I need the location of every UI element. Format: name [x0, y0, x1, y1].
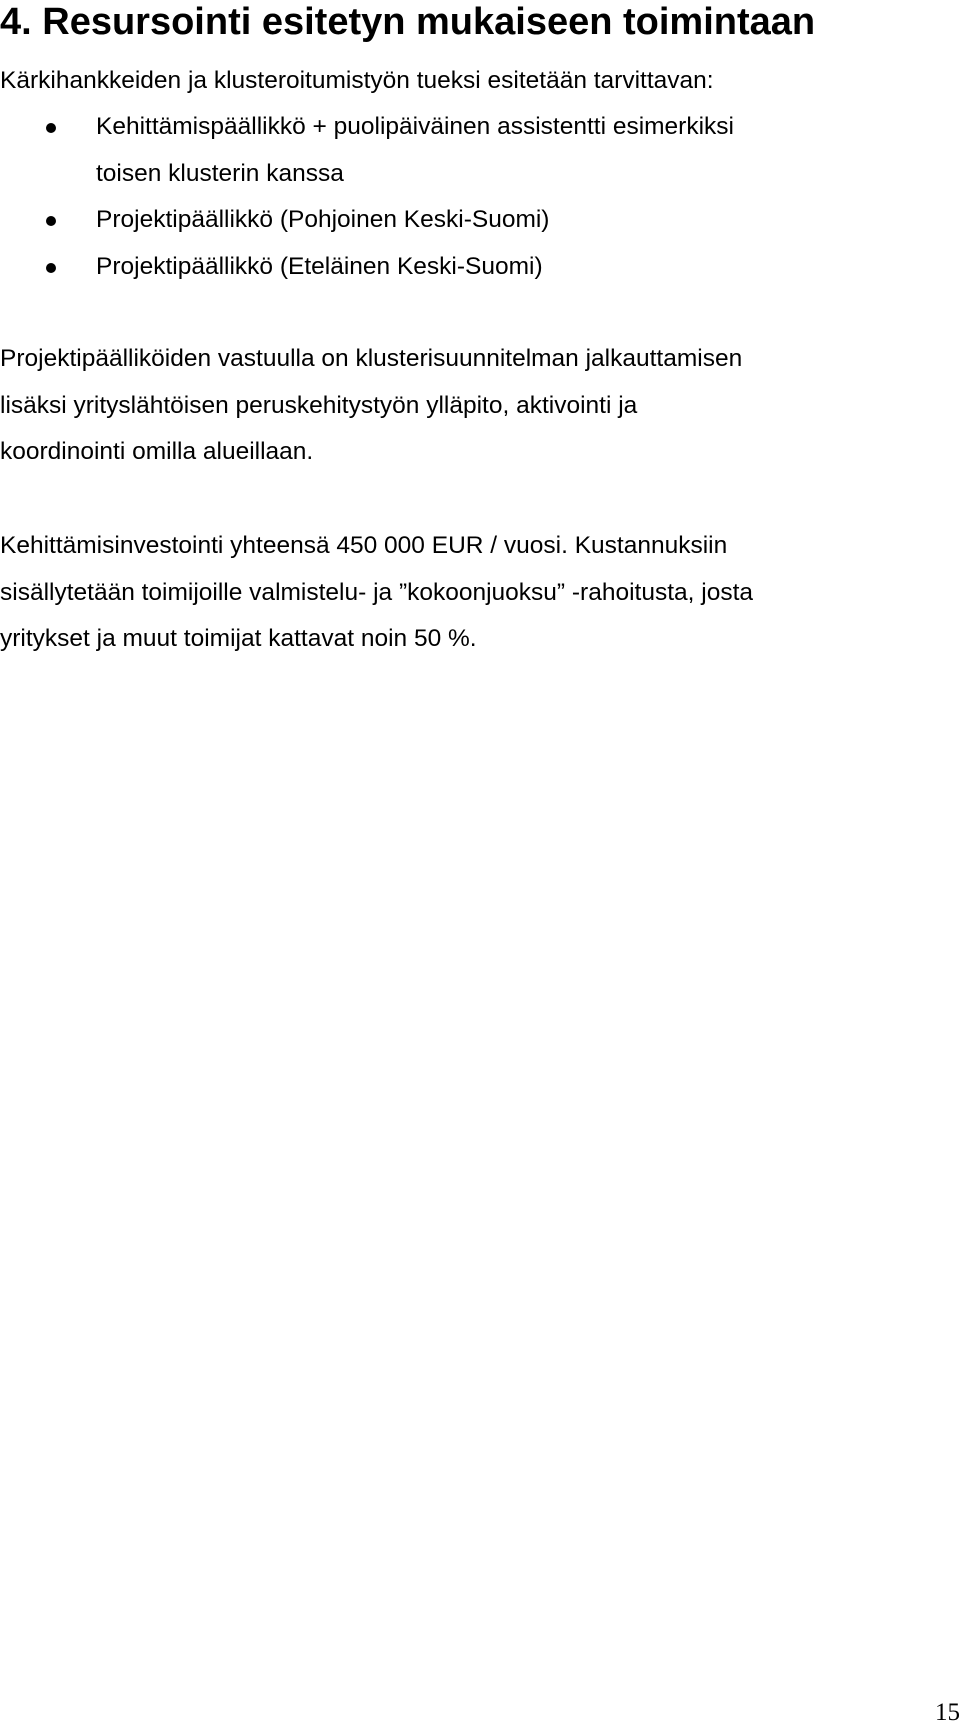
page-number: 15	[935, 1699, 960, 1726]
resource-list	[0, 104, 734, 290]
section-heading: 4. Resursointi esitetyn mukaiseen toimintaan	[0, 1, 816, 43]
bullet-icon	[46, 123, 56, 133]
paragraph-line: yritykset ja muut toimijat kattavat noin 50 %.	[0, 625, 477, 652]
bullet-icon	[46, 263, 56, 273]
paragraph-line: Kehittämisinvestointi yhteensä 450 000 EUR / vuosi. Kustannuksiin	[0, 532, 728, 559]
intro-text: Kärkihankkeiden ja klusteroitumistyön tueksi esitetään tarvittavan:	[0, 67, 714, 94]
list-item-line: toisen klusterin kanssa	[96, 159, 344, 187]
list-item-line: Projektipäällikkö (Eteläinen Keski-Suomi)	[96, 252, 543, 280]
paragraph-line: sisällytetään toimijoille valmistelu- ja ”kokoonjuoksu” -rahoitusta, josta	[0, 578, 754, 606]
list-item	[0, 244, 734, 291]
paragraph-line: koordinointi omilla alueillaan.	[0, 438, 314, 465]
paragraph-investment	[0, 523, 753, 663]
list-item-line: Kehittämispäällikkö + puolipäiväinen assistentti esimerkiksi	[96, 113, 734, 140]
paragraph-line: Projektipäälliköiden vastuulla on klusterisuunnitelman jalkauttamisen	[0, 345, 743, 372]
list-item	[0, 104, 734, 197]
paragraph-line: lisäksi yrityslähtöisen peruskehitystyön ylläpito, aktivointi ja	[0, 391, 638, 419]
paragraph-responsibilities	[0, 336, 742, 476]
bullet-icon	[46, 216, 56, 226]
list-item-line: Projektipäällikkö (Pohjoinen Keski-Suomi)	[96, 206, 550, 233]
list-item	[0, 197, 734, 244]
